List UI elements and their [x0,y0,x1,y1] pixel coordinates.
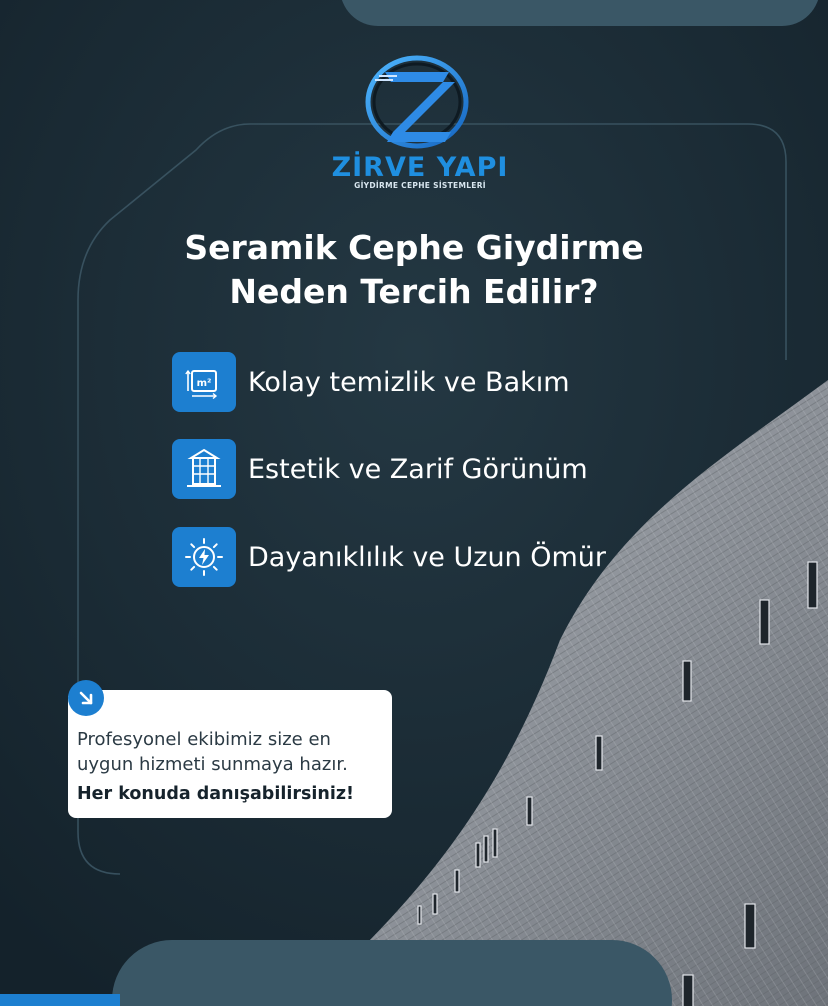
brand-tagline: GİYDİRME CEPHE SİSTEMLERİ [354,181,486,190]
top-capsule [340,0,820,26]
feature-item-durability [172,526,606,588]
headline-line-1: Seramik Cephe Giydirme [184,228,644,267]
headline-line-2: Neden Tercih Edilir? [229,272,599,311]
bottom-corner-accent [0,994,120,1006]
zirve-logo-icon [339,50,499,160]
brand-name: ZİRVE YAPI [331,152,509,183]
building-facade-icon [172,439,236,499]
area-m2-icon [172,352,236,412]
headline [100,226,728,314]
svg-text:m²: m² [196,378,212,389]
bottom-capsule [112,940,672,1006]
feature-item-cleaning [172,351,570,413]
info-card-text: Profesyonel ekibimiz size en uygun hizmeti sunmaya hazır. [77,729,348,775]
feature-label: Kolay temizlik ve Bakım [248,366,570,398]
feature-label: Dayanıklılık ve Uzun Ömür [248,541,607,573]
info-card-cta: Her konuda danışabilirsiniz! [77,784,354,804]
feature-item-aesthetic [172,438,588,500]
sun-lightning-icon [172,527,236,587]
arrow-down-right-icon [68,680,104,716]
feature-label: Estetik ve Zarif Görünüm [248,453,588,485]
